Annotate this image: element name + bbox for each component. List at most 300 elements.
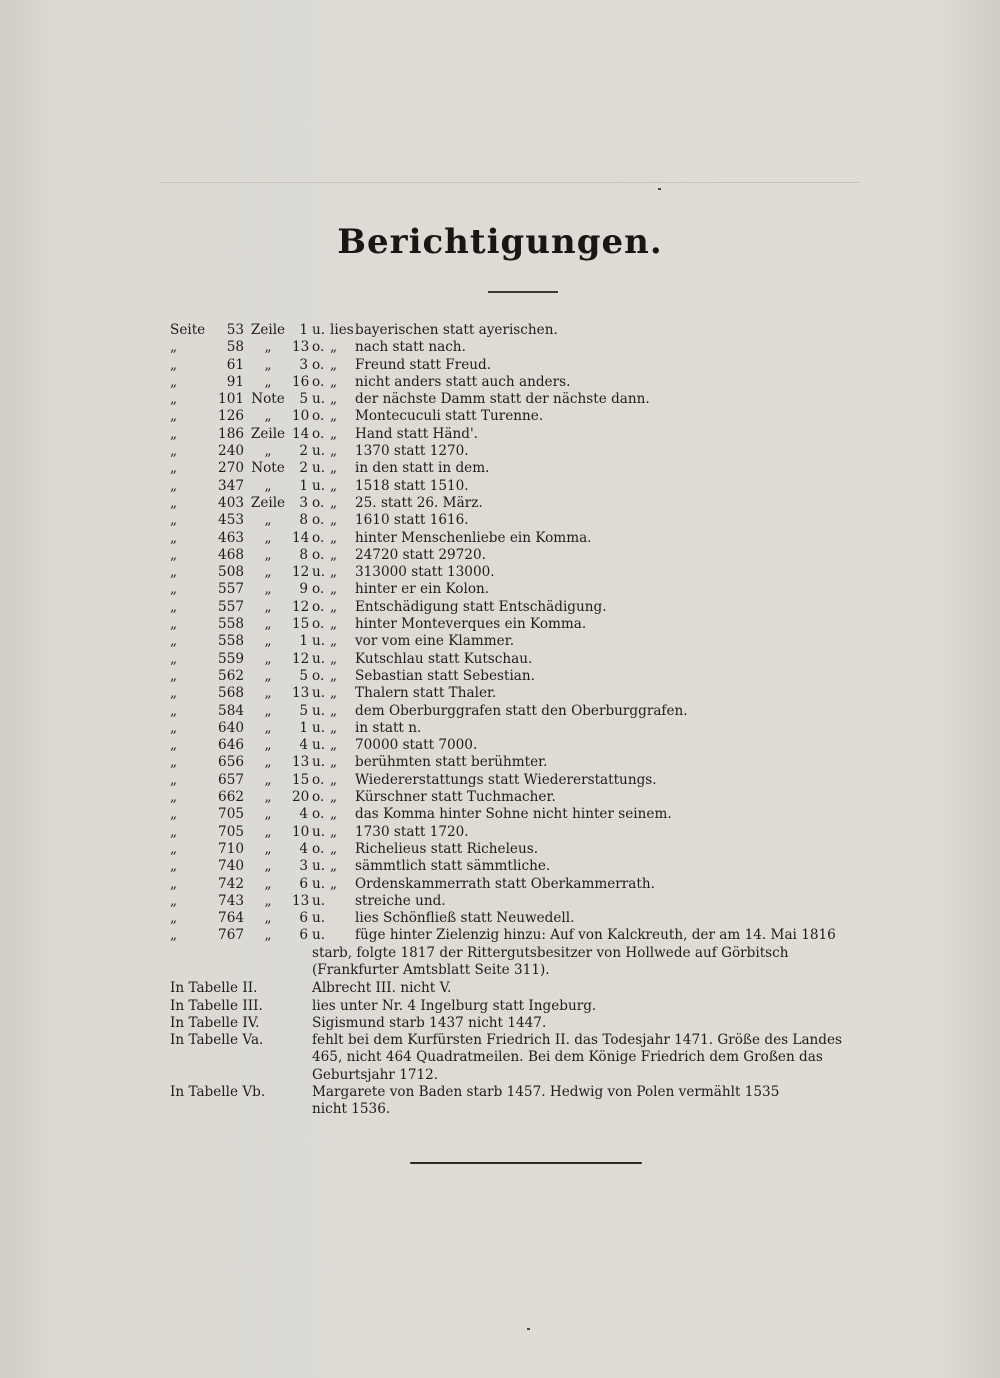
correction-text: 70000 statt 7000. [355,737,478,754]
correction-text: hinter Monteverques ein Komma. [355,616,587,633]
instruction-mark: „ [330,875,338,892]
correction-row [170,460,905,477]
correction-text: vor vom eine Klammer. [355,633,515,650]
correction-continuation: starb, folgte 1817 der Rittergutsbesitzer von Hollwede auf Görbitsch [312,944,789,961]
line-position: o. [312,581,325,598]
line-position: o. [312,667,325,684]
line-number: 3 [299,356,308,373]
correction-text: füge hinter Zielenzig hinzu: Auf von Kalckreuth, der am 14. Mai 1816 [355,927,836,944]
line-position: o. [312,494,325,511]
table-correction-text [312,998,905,1015]
seite-label: „ [170,823,178,840]
correction-row [170,841,905,858]
line-position: o. [312,789,325,806]
table-label: In Tabelle IV. [170,1014,260,1031]
line-number: 14 [292,425,310,442]
line-position: o. [312,408,325,425]
instruction-mark: „ [330,685,338,702]
line-position: o. [312,512,325,529]
line-kind: „ [264,408,272,425]
line-number: 1 [299,477,308,494]
table-correction-line: Albrecht III. nicht V. [312,980,452,997]
correction-row [170,685,905,702]
page-number: 557 [218,581,244,598]
seite-label: „ [170,806,178,823]
table-correction-line: Margarete von Baden starb 1457. Hedwig von Polen vermählt 1535 [312,1084,780,1101]
page-number: 559 [218,650,244,667]
table-label: In Tabelle Va. [170,1032,264,1049]
line-number: 13 [292,892,310,909]
table-label: In Tabelle Vb. [170,1084,266,1101]
line-position: o. [312,529,325,546]
line-position: u. [312,823,326,840]
line-kind: „ [264,373,272,390]
line-kind: „ [264,875,272,892]
line-kind: „ [264,598,272,615]
table-correction-line: lies unter Nr. 4 Ingelburg statt Ingeburg. [312,997,597,1014]
line-number: 4 [299,840,308,857]
instruction-mark [330,910,355,927]
correction-text: sämmtlich statt sämmtliche. [355,858,551,875]
line-number: 3 [299,858,308,875]
line-number: 5 [299,702,308,719]
correction-continuation: (Frankfurter Amtsblatt Seite 311). [312,961,550,978]
seite-label: „ [170,858,178,875]
page-number: 710 [218,840,244,857]
line-kind: „ [264,771,272,788]
instruction-mark: „ [330,494,338,511]
line-position: u. [312,875,326,892]
line-kind: „ [264,737,272,754]
line-number: 8 [299,512,308,529]
table-correction-line: Geburtsjahr 1712. [312,1066,439,1083]
correction-text: Richelieus statt Richeleus. [355,840,539,857]
line-number: 20 [292,789,310,806]
line-kind: „ [264,633,272,650]
line-position: o. [312,616,325,633]
line-position: o. [312,373,325,390]
end-divider [410,1162,642,1164]
correction-text: streiche und. [355,892,446,909]
correction-row [170,824,905,841]
line-number: 12 [292,564,310,581]
line-position: u. [312,564,326,581]
line-kind: Zeile [250,322,286,338]
table-correction-line: nicht 1536. [312,1101,391,1118]
seite-label: „ [170,840,178,857]
line-kind: Zeile [250,425,286,442]
line-kind: „ [264,754,272,771]
correction-text: Kutschlau statt Kutschau. [355,650,533,667]
page-number: 646 [218,737,244,754]
line-number: 16 [292,373,310,390]
seite-label: „ [170,927,178,944]
page-number: 562 [218,667,244,684]
correction-row [170,927,905,944]
seite-label: „ [170,719,178,736]
seite-label: „ [170,460,178,477]
correction-row [170,806,905,823]
instruction-mark: „ [330,667,338,684]
correction-row [170,633,905,650]
correction-text: bayerischen statt ayerischen. [355,322,558,338]
correction-text: Wiedererstattungs statt Wiedererstattungs. [355,771,657,788]
line-kind: „ [264,356,272,373]
correction-row [170,772,905,789]
instruction-mark: „ [330,529,338,546]
table-correction-line: Sigismund starb 1437 nicht 1447. [312,1014,547,1031]
page-number: 53 [226,322,244,338]
line-position: u. [312,685,326,702]
seite-label: „ [170,892,178,909]
line-number: 10 [292,408,310,425]
line-kind: Zeile [250,494,286,511]
line-number: 3 [299,494,308,511]
seite-label: „ [170,494,178,511]
table-correction-text [312,980,905,997]
line-position: u. [312,910,326,927]
ink-speck [658,188,661,190]
table-correction-line: fehlt bei dem Kurfürsten Friedrich II. das Todesjahr 1471. Größe des Landes [312,1032,843,1049]
line-number: 9 [299,581,308,598]
line-number: 13 [292,685,310,702]
page-number: 662 [218,789,244,806]
line-position: u. [312,754,326,771]
line-number: 1 [299,633,308,650]
line-kind: „ [264,702,272,719]
line-position: o. [312,598,325,615]
line-number: 2 [299,460,308,477]
instruction-mark: „ [330,616,338,633]
instruction-mark: „ [330,477,338,494]
corrections-list [170,322,905,1119]
page-number: 508 [218,564,244,581]
page-number: 767 [218,927,244,944]
page-number: 270 [218,460,244,477]
correction-row [170,443,905,460]
line-number: 10 [292,823,310,840]
page-number: 186 [218,425,244,442]
seite-label: „ [170,564,178,581]
seite-label: „ [170,581,178,598]
correction-row [170,876,905,893]
correction-row [170,374,905,391]
line-kind: „ [264,892,272,909]
line-position: o. [312,806,325,823]
table-corrections [170,980,905,1118]
line-position: o. [312,771,325,788]
seite-label: „ [170,754,178,771]
line-position: u. [312,477,326,494]
seite-label: „ [170,910,178,927]
seite-label: „ [170,512,178,529]
correction-text: Sebastian statt Sebestian. [355,667,535,684]
correction-row [170,357,905,374]
line-position: o. [312,356,325,373]
line-number: 2 [299,443,308,460]
correction-text: Entschädigung statt Entschädigung. [355,598,607,615]
seite-label: „ [170,529,178,546]
page-title: Berichtigungen. [337,222,663,262]
correction-text: der nächste Damm statt der nächste dann. [355,391,650,408]
table-correction-line: 465, nicht 464 Quadratmeilen. Bei dem Könige Friedrich dem Großen das [312,1049,823,1066]
correction-row [170,720,905,737]
line-kind: Note [251,391,285,408]
line-kind: „ [264,685,272,702]
seite-label: „ [170,391,178,408]
line-kind: „ [264,339,272,356]
seite-label: „ [170,408,178,425]
instruction-mark: „ [330,633,338,650]
seite-label: „ [170,356,178,373]
instruction-mark: „ [330,356,338,373]
correction-row [170,547,905,564]
line-position: u. [312,650,326,667]
page-number: 656 [218,754,244,771]
page-number: 453 [218,512,244,529]
seite-label: „ [170,650,178,667]
instruction-mark [330,893,355,910]
line-position: u. [312,443,326,460]
correction-row [170,737,905,754]
line-position: u. [312,892,326,909]
page-number: 240 [218,443,244,460]
page-number: 468 [218,546,244,563]
page-number: 463 [218,529,244,546]
page-number: 91 [226,373,244,390]
correction-row [170,530,905,547]
line-kind: „ [264,823,272,840]
instruction-mark: „ [330,425,338,442]
instruction-mark: „ [330,771,338,788]
instruction-mark: „ [330,754,338,771]
page-number: 61 [226,356,244,373]
correction-text: 25. statt 26. März. [355,494,483,511]
line-kind: „ [264,650,272,667]
line-number: 8 [299,546,308,563]
seite-label: Seite [170,322,206,338]
seite-label: „ [170,616,178,633]
line-kind: „ [264,719,272,736]
line-kind: „ [264,616,272,633]
page-number: 126 [218,408,244,425]
line-position: o. [312,546,325,563]
correction-text: dem Oberburggrafen statt den Oberburggrafen. [355,702,688,719]
instruction-mark: „ [330,840,338,857]
correction-text: das Komma hinter Sohne nicht hinter seinem. [355,806,672,823]
table-correction-text [312,1032,905,1084]
seite-label: „ [170,373,178,390]
correction-row [170,564,905,581]
correction-text: 1730 statt 1720. [355,823,469,840]
correction-text: 1370 statt 1270. [355,443,469,460]
correction-row [170,581,905,598]
line-number: 5 [299,667,308,684]
line-position: u. [312,719,326,736]
seite-label: „ [170,598,178,615]
instruction-mark: „ [330,408,338,425]
instruction-mark: lies [330,322,354,338]
correction-row [170,339,905,356]
line-number: 6 [299,875,308,892]
line-position: o. [312,840,325,857]
page-number: 557 [218,598,244,615]
line-kind: „ [264,910,272,927]
table-correction-entry [170,1015,905,1032]
instruction-mark: „ [330,443,338,460]
correction-row [170,616,905,633]
line-kind: „ [264,840,272,857]
line-number: 13 [292,339,310,356]
page-number: 568 [218,685,244,702]
table-correction-entry [170,980,905,997]
table-correction-entry [170,1084,905,1119]
page-number: 584 [218,702,244,719]
line-kind: „ [264,667,272,684]
line-kind: „ [264,529,272,546]
table-label: In Tabelle II. [170,980,258,997]
instruction-mark: „ [330,512,338,529]
line-kind: „ [264,564,272,581]
instruction-mark: „ [330,737,338,754]
correction-text: Thalern statt Thaler. [355,685,497,702]
instruction-mark: „ [330,789,338,806]
line-number: 6 [299,927,308,944]
seite-label: „ [170,685,178,702]
correction-text: in statt n. [355,719,422,736]
correction-text: Freund statt Freud. [355,356,492,373]
page-number: 558 [218,616,244,633]
line-kind: „ [264,927,272,944]
correction-text: nach statt nach. [355,339,466,356]
page-number: 743 [218,892,244,909]
instruction-mark: „ [330,598,338,615]
instruction-mark: „ [330,719,338,736]
seite-label: „ [170,477,178,494]
instruction-mark: „ [330,823,338,840]
line-kind: „ [264,477,272,494]
correction-text: berühmten statt berühmter. [355,754,548,771]
line-kind: „ [264,858,272,875]
line-number: 14 [292,529,310,546]
line-position: u. [312,460,326,477]
correction-row [170,599,905,616]
correction-row [170,668,905,685]
page-number: 640 [218,719,244,736]
line-kind: „ [264,581,272,598]
correction-text: 24720 statt 29720. [355,546,486,563]
table-correction-text [312,1015,905,1032]
instruction-mark: „ [330,581,338,598]
correction-text: Hand statt Händ'. [355,425,479,442]
line-position: u. [312,391,326,408]
line-kind: „ [264,512,272,529]
correction-text: Ordenskammerrath statt Oberkammerrath. [355,875,655,892]
correction-text: hinter Menschenliebe ein Komma. [355,529,592,546]
correction-row [170,478,905,495]
title-divider [488,291,558,293]
line-kind: „ [264,443,272,460]
line-number: 4 [299,737,308,754]
correction-text: Montecuculi statt Turenne. [355,408,544,425]
correction-row [170,703,905,720]
instruction-mark: „ [330,460,338,477]
page-number: 764 [218,910,244,927]
line-position: u. [312,633,326,650]
instruction-mark: „ [330,564,338,581]
correction-text: 313000 statt 13000. [355,564,495,581]
instruction-mark [330,927,355,944]
page-number: 740 [218,858,244,875]
instruction-mark: „ [330,806,338,823]
page-number: 742 [218,875,244,892]
correction-row [170,754,905,771]
correction-text: in den statt in dem. [355,460,490,477]
line-kind: „ [264,546,272,563]
instruction-mark: „ [330,373,338,390]
line-number: 6 [299,910,308,927]
correction-row [170,910,905,927]
correction-row [170,893,905,910]
table-correction-text [312,1084,905,1119]
line-position: u. [312,702,326,719]
page-number: 705 [218,823,244,840]
page-number: 101 [218,391,244,408]
line-number: 13 [292,754,310,771]
table-correction-entry [170,1032,905,1084]
correction-text: Kürschner statt Tuchmacher. [355,789,556,806]
seite-label: „ [170,443,178,460]
instruction-mark: „ [330,858,338,875]
seite-label: „ [170,737,178,754]
line-number: 15 [292,771,310,788]
bleed-through-rule [160,182,860,183]
instruction-mark: „ [330,702,338,719]
correction-text: 1518 statt 1510. [355,477,469,494]
ink-speck [527,1328,530,1330]
seite-label: „ [170,339,178,356]
line-number: 1 [299,719,308,736]
page-number: 347 [218,477,244,494]
seite-label: „ [170,771,178,788]
page-number: 705 [218,806,244,823]
correction-row [170,858,905,875]
line-position: o. [312,339,325,356]
correction-text: 1610 statt 1616. [355,512,469,529]
line-position: u. [312,927,326,944]
line-number: 15 [292,616,310,633]
page-number: 58 [226,339,244,356]
table-label: In Tabelle III. [170,997,263,1014]
instruction-mark: „ [330,391,338,408]
instruction-mark: „ [330,546,338,563]
page-number: 403 [218,494,244,511]
instruction-mark: „ [330,650,338,667]
page-number: 657 [218,771,244,788]
page-number: 558 [218,633,244,650]
correction-row [170,512,905,529]
correction-text: hinter er ein Kolon. [355,581,490,598]
correction-row [170,651,905,668]
line-position: u. [312,858,326,875]
line-kind: „ [264,806,272,823]
seite-label: „ [170,702,178,719]
line-kind: Note [251,460,285,477]
line-kind: „ [264,789,272,806]
seite-label: „ [170,546,178,563]
seite-label: „ [170,789,178,806]
line-number: 5 [299,391,308,408]
